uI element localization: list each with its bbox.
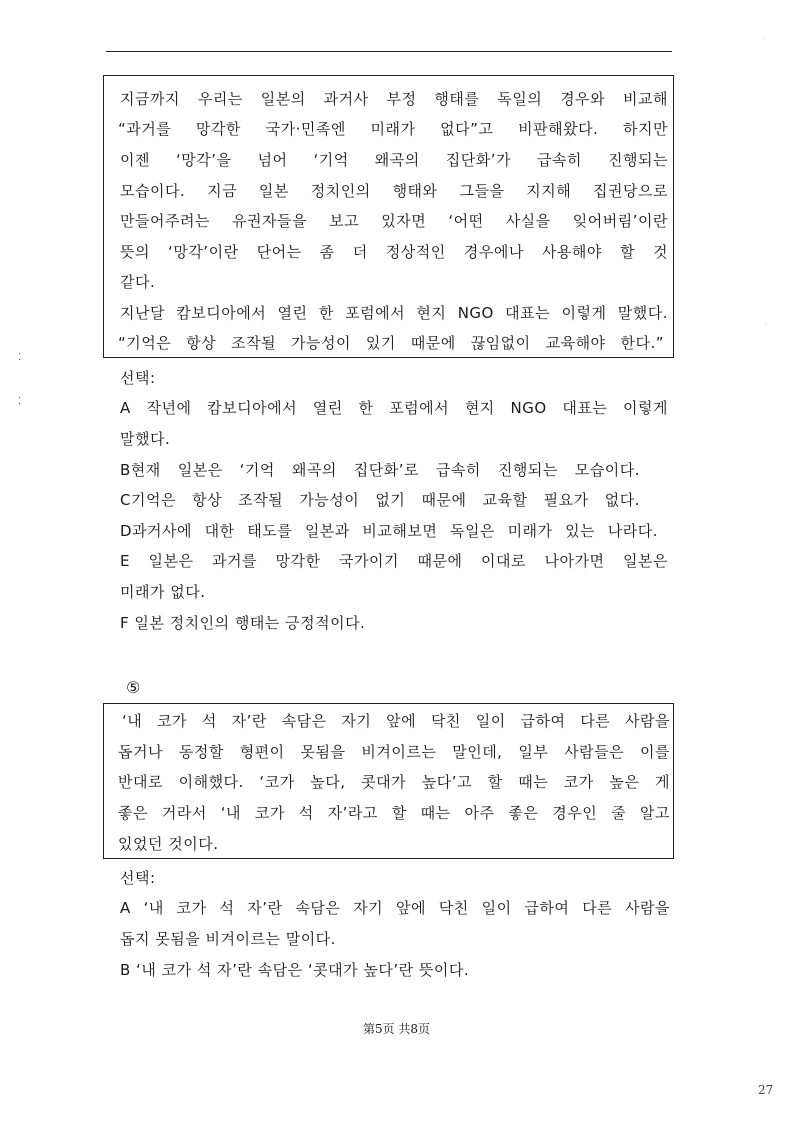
- passage-1-line: “과거를 망각한 국가·민족엔 미래가 없다”고 비판해왔다. 하지만: [118, 120, 668, 138]
- page-footer: 第5页 共8页: [362, 1022, 431, 1036]
- choice-item: B현재 일본은 ‘기억 왜곡의 집단화’로 급속히 진행되는 모습이다.: [120, 461, 640, 479]
- choice-item: F 일본 정치인의 행태는 긍정적이다.: [120, 614, 366, 632]
- choices-2-label: 선택:: [120, 869, 156, 887]
- passage-1-line: 이젠 ‘망각’을 넘어 ‘기억 왜곡의 집단화’가 급속히 진행되는: [120, 151, 668, 169]
- question-number: ⑤: [126, 678, 141, 697]
- choice-item: E 일본은 과거를 망각한 국가이기 때문에 이대로 나아가면 일본은: [120, 552, 668, 570]
- passage-1-line: 만들어주려는 유권자들을 보고 있자면 ‘어떤 사실을 잊어버림’이란: [120, 212, 668, 230]
- scan-speck: ·: [762, 34, 765, 43]
- scan-mark: ⁚: [18, 396, 22, 407]
- top-rule: [106, 51, 672, 52]
- passage-1-line: 뜻의 ‘망각’이란 단어는 좀 더 정상적인 경우에나 사용해야 할 것: [120, 243, 668, 261]
- passage-2-line: 반대로 이해했다. ‘코가 높다, 콧대가 높다’고 할 때는 코가 높은 게: [118, 773, 670, 791]
- choice-item: D과거사에 대한 태도를 일본과 비교해보면 독일은 미래가 있는 나라다.: [120, 522, 658, 540]
- passage-1-line: “기억은 항상 조작될 가능성이 있기 때문에 끊임없이 교육해야 한다.”: [118, 334, 664, 352]
- scan-mark: ⁚: [18, 352, 22, 363]
- choice-item: 미래가 없다.: [120, 583, 206, 601]
- choice-item: A ‘내 코가 석 자’란 속담은 자기 앞에 닥친 일이 급하여 다른 사람을: [120, 899, 670, 917]
- choice-item: 돕지 못됨을 비겨이르는 말이다.: [120, 930, 336, 948]
- choice-item: A 작년에 캄보디아에서 열린 한 포럼에서 현지 NGO 대표는 이렇게: [120, 399, 668, 417]
- passage-2-line: 좋은 거라서 ‘내 코가 석 자’라고 할 때는 아주 좋은 경우인 줄 알고: [118, 804, 670, 822]
- choices-1-label: 선택:: [120, 369, 156, 387]
- choice-item: C기억은 항상 조작될 가능성이 없기 때문에 교육할 필요가 없다.: [120, 491, 640, 509]
- choice-item: 말했다.: [120, 430, 171, 448]
- passage-1-line: 모습이다. 지금 일본 정치인의 행태와 그들을 지지해 집권당으로: [120, 182, 668, 200]
- passage-1-line: 지금까지 우리는 일본의 과거사 부정 행태를 독일의 경우와 비교해: [120, 90, 668, 108]
- passage-1-line: 지난달 캄보디아에서 열린 한 포럼에서 현지 NGO 대표는 이렇게 말했다.: [120, 304, 668, 322]
- passage-2-line: ‘내 코가 석 자’란 속담은 자기 앞에 닥친 일이 급하여 다른 사람을: [122, 712, 670, 730]
- scan-speck: ·: [764, 320, 767, 329]
- passage-2-line: 있었던 것이다.: [118, 835, 219, 853]
- passage-1-line: 같다.: [120, 273, 156, 291]
- passage-2-line: 돕거나 동정할 형편이 못됨을 비겨이르는 말인데, 일부 사람들은 이를: [118, 743, 670, 761]
- choice-item: B ‘내 코가 석 자’란 속담은 ‘콧대가 높다’란 뜻이다.: [120, 961, 470, 979]
- page-number: 27: [758, 1083, 774, 1097]
